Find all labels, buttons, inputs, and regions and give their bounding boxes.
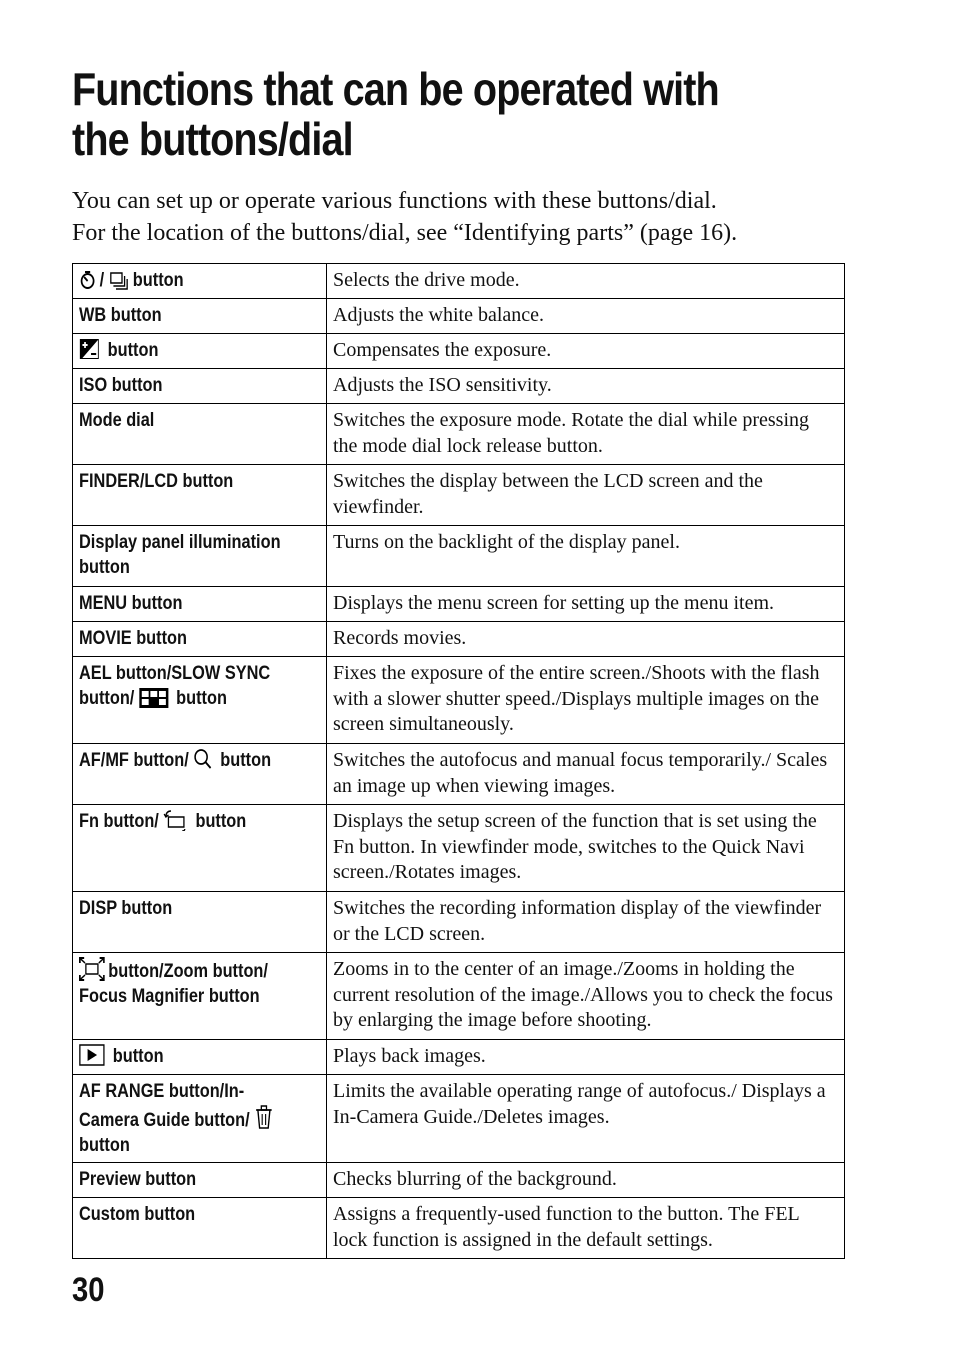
table-row (73, 334, 845, 369)
table-row (73, 1075, 845, 1163)
row-description: Switches the display between the LCD screen and the viewfinder. (327, 465, 845, 526)
row-name: WB button (79, 305, 162, 326)
table-row (73, 622, 845, 657)
table-row (73, 369, 845, 404)
row-description: Plays back images. (327, 1040, 845, 1075)
row-name: button (73, 334, 327, 369)
row-name: Mode dial (79, 410, 155, 431)
table-row (73, 1198, 845, 1259)
row-description: Zooms in to the center of an image./Zooms in holding the current resolution of the image./Allows you to check the focus by enlarging the image before shooting. (327, 953, 845, 1040)
title-line-2: the buttons/dial (72, 113, 353, 165)
rotate-icon (163, 809, 187, 831)
table-row (73, 1163, 845, 1198)
row-description: Adjusts the ISO sensitivity. (327, 369, 845, 404)
intro-line-2: For the location of the buttons/dial, see “Identifying parts” (page 16). (72, 220, 738, 246)
table-row (73, 587, 845, 622)
row-name: button/Zoom button/ Focus Magnifier button (73, 953, 327, 1040)
table-row (73, 657, 845, 744)
row-name: MOVIE button (79, 628, 188, 649)
row-name: ISO button (79, 375, 163, 396)
row-name: button (73, 1040, 327, 1075)
row-description: Adjusts the white balance. (327, 299, 845, 334)
row-description: Displays the setup screen of the function that is set using the Fn button. In viewfinder mode, switches to the Quick Navi screen./Rotates images. (327, 805, 845, 892)
row-name: FINDER/LCD button (79, 471, 234, 492)
row-name: AF RANGE button/In- Camera Guide button/ button (73, 1075, 327, 1163)
row-description: Selects the drive mode. (327, 264, 845, 299)
table-row (73, 744, 845, 805)
row-description: Checks blurring of the background. (327, 1163, 845, 1198)
row-description: Fixes the exposure of the entire screen./Shoots with the flash with a slower shutter speed./Displays multiple images on the screen simultaneously. (327, 657, 845, 744)
row-name: MENU button (79, 593, 183, 614)
focus-magnifier-icon (79, 957, 105, 981)
magnifier-icon (193, 748, 212, 770)
table-row (73, 953, 845, 1040)
row-name: AEL button/SLOW SYNC button/ button (73, 657, 327, 744)
intro-line-1: You can set up or operate various functions with these buttons/dial. (72, 188, 717, 214)
row-name: AF/MF button/ button (73, 744, 327, 805)
row-name: Custom button (79, 1204, 196, 1225)
table-row (73, 892, 845, 953)
table-row (73, 1040, 845, 1075)
row-name: / button (73, 264, 327, 299)
page-number: 30 (72, 1271, 105, 1309)
table-row (73, 805, 845, 892)
row-name: Preview button (79, 1169, 197, 1190)
image-index-icon (139, 688, 168, 708)
intro-text (72, 185, 872, 249)
row-description: Records movies. (327, 622, 845, 657)
title-line-1: Functions that can be operated with (72, 63, 719, 115)
trash-icon (254, 1104, 273, 1130)
table-row (73, 264, 845, 299)
row-name: DISP button (79, 898, 173, 919)
functions-table (72, 263, 845, 1259)
row-description: Displays the menu screen for setting up the menu item. (327, 587, 845, 622)
table-row (73, 526, 845, 587)
page-title (72, 64, 777, 164)
exposure-compensation-icon (79, 338, 100, 360)
row-description: Assigns a frequently-used function to the button. The FEL lock function is assigned in the default settings. (327, 1198, 845, 1259)
row-description: Switches the autofocus and manual focus temporarily./ Scales an image up when viewing images. (327, 744, 845, 805)
table-row (73, 404, 845, 465)
row-description: Switches the exposure mode. Rotate the dial while pressing the mode dial lock release button. (327, 404, 845, 465)
row-name: Display panel illumination button (73, 526, 327, 587)
table-row (73, 465, 845, 526)
row-description: Limits the available operating range of autofocus./ Displays a In-Camera Guide./Deletes images. (327, 1075, 845, 1163)
row-name: Fn button/ button (73, 805, 327, 892)
playback-icon (79, 1044, 105, 1066)
continuous-shooting-icon (109, 270, 130, 290)
row-description: Switches the recording information display of the viewfinder or the LCD screen. (327, 892, 845, 953)
row-description: Turns on the backlight of the display panel. (327, 526, 845, 587)
table-row (73, 299, 845, 334)
self-timer-icon (79, 270, 96, 290)
row-description: Compensates the exposure. (327, 334, 845, 369)
